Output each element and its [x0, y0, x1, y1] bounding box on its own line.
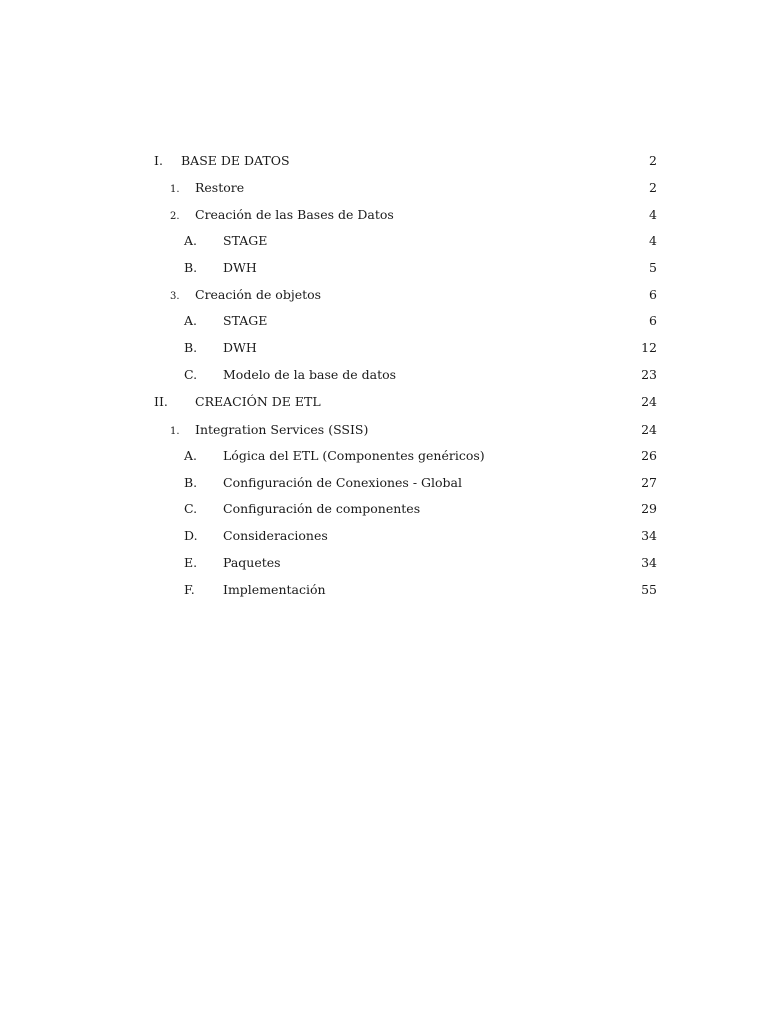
- toc-entry[interactable]: [170, 420, 657, 440]
- toc-entry-page: 4: [649, 207, 657, 222]
- toc-entry[interactable]: [154, 151, 657, 171]
- toc-entry-title: Restore: [195, 180, 245, 195]
- toc-entry[interactable]: [184, 231, 657, 251]
- toc-entry-title: CREACIÓN DE ETL: [195, 394, 321, 409]
- toc-entry-page: 12: [641, 340, 657, 355]
- toc-entry-page: 5: [649, 260, 657, 275]
- toc-entry-page: 2: [649, 153, 657, 168]
- toc-entry-page: 4: [649, 233, 657, 248]
- toc-entry-page: 2: [649, 180, 657, 195]
- toc-entry[interactable]: [184, 365, 657, 385]
- toc-entry[interactable]: [184, 338, 657, 358]
- toc-entry-page: 24: [641, 422, 657, 437]
- toc-entry-title: Integration Services (SSIS): [195, 422, 369, 437]
- toc-entry-number: D.: [184, 528, 198, 543]
- toc-entry[interactable]: [184, 258, 657, 278]
- toc-entry[interactable]: [184, 580, 657, 600]
- toc-entry-title: Modelo de la base de datos: [223, 367, 397, 382]
- toc-entry-title: Creación de objetos: [195, 287, 322, 302]
- toc-entry-number: B.: [184, 475, 198, 490]
- toc-entry-page: 29: [641, 501, 657, 516]
- toc-entry-title: Creación de las Bases de Datos: [195, 207, 394, 222]
- toc-entry-title: Consideraciones: [223, 528, 328, 543]
- toc-entry[interactable]: [170, 285, 657, 305]
- toc-entry-title: STAGE: [223, 313, 268, 328]
- toc-entry-page: 6: [649, 313, 657, 328]
- toc-entry-number: A.: [184, 448, 198, 463]
- toc-entry-number: 2.: [170, 211, 180, 222]
- toc-entry-page: 55: [641, 582, 657, 597]
- toc-entry-page: 23: [641, 367, 657, 382]
- toc-entry-number: A.: [184, 233, 198, 248]
- toc-entry-title: Implementación: [223, 582, 326, 597]
- toc-entry-number: A.: [184, 313, 198, 328]
- toc-entry-title: Configuración de Conexiones - Global: [223, 475, 462, 490]
- toc-entry-page: 34: [641, 528, 657, 543]
- toc-entry-number: 3.: [170, 291, 180, 302]
- toc-entry[interactable]: [184, 553, 657, 573]
- toc-entry-number: F.: [184, 582, 195, 597]
- toc-entry-number: II.: [154, 394, 168, 409]
- toc-entry-title: STAGE: [223, 233, 268, 248]
- toc-entry-title: Paquetes: [223, 555, 281, 570]
- toc-entry[interactable]: [170, 178, 657, 198]
- toc-entry-page: 6: [649, 287, 657, 302]
- toc-entry-number: C.: [184, 367, 198, 382]
- toc-entry-page: 34: [641, 555, 657, 570]
- toc-entry[interactable]: [184, 499, 657, 519]
- toc-entry-number: B.: [184, 340, 198, 355]
- toc-entry-number: 1.: [170, 426, 180, 437]
- toc-entry[interactable]: [184, 526, 657, 546]
- toc-entry[interactable]: [184, 473, 657, 493]
- toc-entry-title: BASE DE DATOS: [181, 153, 290, 168]
- toc-entry-title: Configuración de componentes: [223, 501, 421, 516]
- toc-entry[interactable]: [184, 446, 657, 466]
- toc-entry-title: Lógica del ETL (Componentes genéricos): [223, 448, 485, 463]
- toc-entry-number: E.: [184, 555, 198, 570]
- toc-entry-page: 24: [641, 394, 657, 409]
- toc-entry[interactable]: [184, 311, 657, 331]
- toc-entry-number: C.: [184, 501, 198, 516]
- toc-entry-title: DWH: [223, 260, 257, 275]
- toc-entry-page: 26: [641, 448, 657, 463]
- toc-entry[interactable]: [170, 205, 657, 225]
- toc-entry[interactable]: [154, 392, 657, 412]
- toc-entry-number: I.: [154, 153, 163, 168]
- toc-entry-page: 27: [641, 475, 657, 490]
- toc-entry-number: B.: [184, 260, 198, 275]
- toc-entry-title: DWH: [223, 340, 257, 355]
- toc-entry-number: 1.: [170, 184, 180, 195]
